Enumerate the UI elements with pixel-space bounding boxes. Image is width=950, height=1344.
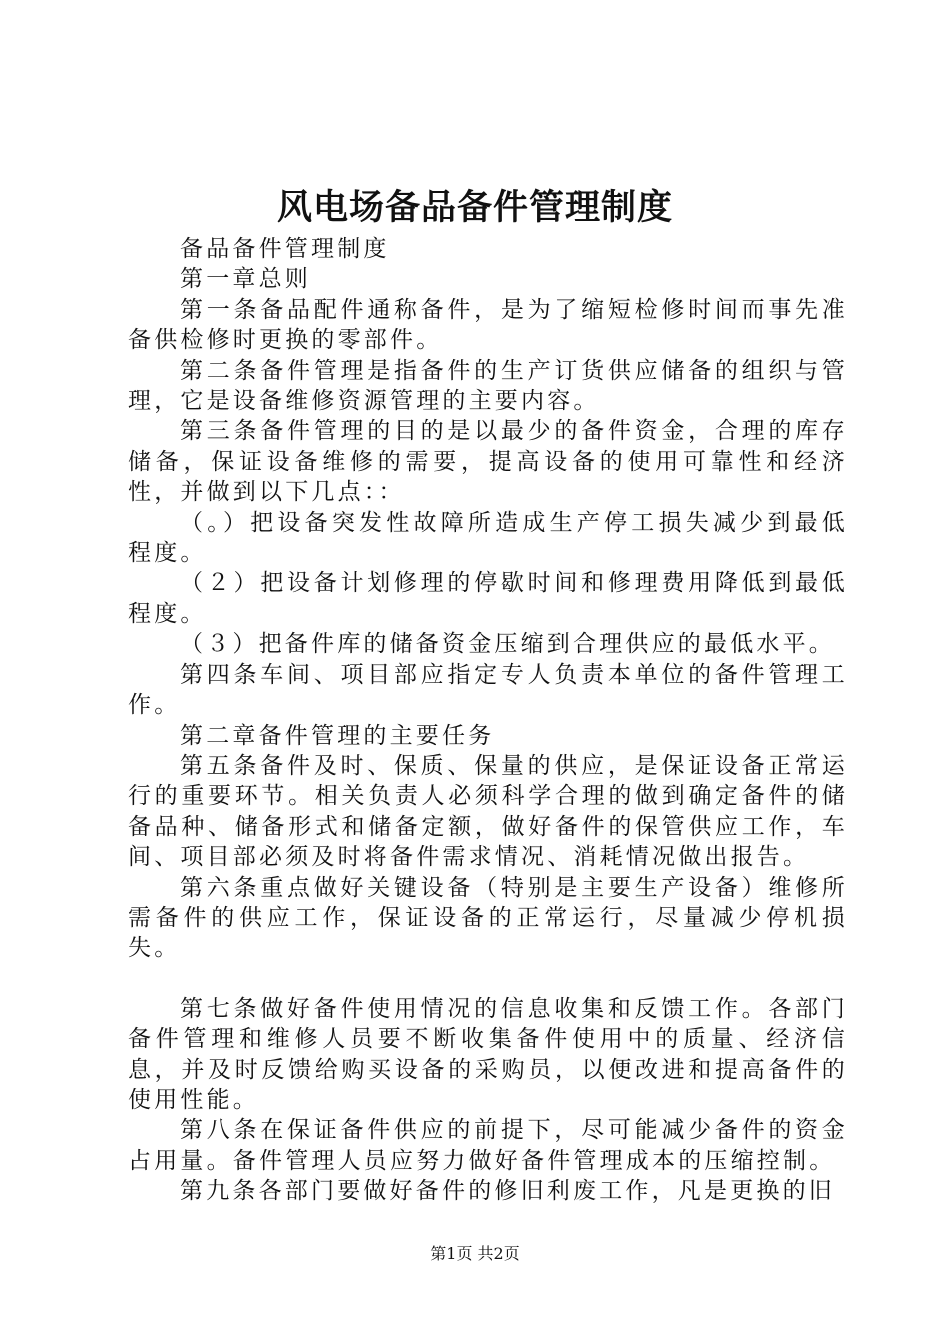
article-paragraph: 第五条备件及时、保质、保量的供应，是保证设备正常运行的重要环节。相关负责人必须科学合理的做到确定备件的储备品种、储备形式和储备定额，做好备件的保管供应工作，车间、项目部必须及时将备件需求情况、消耗情况做出报告。: [128, 752, 848, 871]
document-title: 风电场备品备件管理制度: [276, 187, 673, 228]
chapter-heading: 第二章备件管理的主要任务: [180, 722, 495, 749]
article-paragraph: 第九条各部门要做好备件的修旧利废工作，凡是更换的旧: [180, 1178, 835, 1205]
article-paragraph: 第一条备品配件通称备件，是为了缩短检修时间而事先准备供检修时更换的零部件。: [128, 296, 848, 354]
article-paragraph: 第七条做好备件使用情况的信息收集和反馈工作。各部门备件管理和维修人员要不断收集备件使用中的质量、经济信息，并及时反馈给购买设备的采购员，以便改进和提高备件的使用性能。: [128, 995, 848, 1113]
chapter-heading: 第一章总则: [180, 266, 311, 293]
list-item-paragraph: （３）把备件库的储备资金压缩到合理供应的最低水平。: [180, 631, 835, 658]
list-item-paragraph: （２）把设备计划修理的停歇时间和修理费用降低到最低程度。: [128, 570, 848, 627]
article-paragraph: 第二条备件管理是指备件的生产订货供应储备的组织与管理，它是设备维修资源管理的主要内容。: [128, 357, 848, 415]
article-paragraph: 第六条重点做好关键设备（特别是主要生产设备）维修所需备件的供应工作，保证设备的正常运行，尽量减少停机损失。: [128, 874, 848, 962]
article-paragraph: 第八条在保证备件供应的前提下，尽可能减少备件的资金占用量。备件管理人员应努力做好备件管理成本的压缩控制。: [128, 1117, 848, 1174]
article-paragraph: 第四条车间、项目部应指定专人负责本单位的备件管理工作。: [128, 661, 848, 719]
article-paragraph: 第三条备件管理的目的是以最少的备件资金，合理的库存储备，保证设备维修的需要，提高设备的使用可靠性和经济性，并做到以下几点：：: [128, 418, 848, 506]
subtitle-paragraph: 备品备件管理制度: [180, 236, 390, 262]
document-body: [128, 234, 848, 1207]
list-item-paragraph: （。）把设备突发性故障所造成生产停工损失减少到最低程度。: [128, 509, 848, 567]
page-footer: 第1页 共2页: [430, 1244, 520, 1263]
blank-line: [128, 964, 848, 994]
